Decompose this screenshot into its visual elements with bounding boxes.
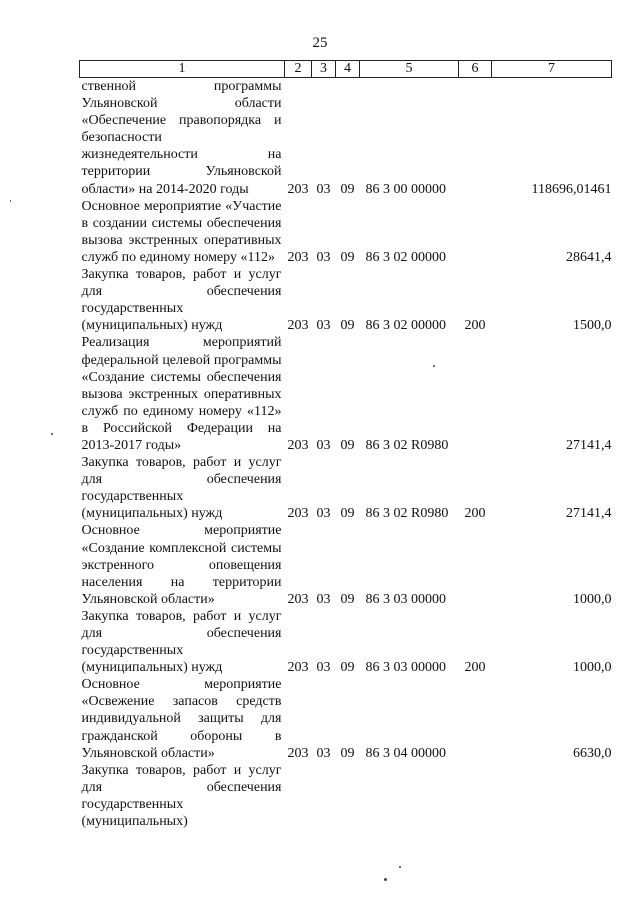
cell-expense-type: 200 xyxy=(464,660,486,676)
row-description: Закупка товаров, работ и услуг для обеспечения государственных (муниципальных) нужд xyxy=(81,608,282,676)
cell-expense-type: 200 xyxy=(464,318,486,334)
row-description: Основное мероприятие «Создание комплексной системы экстренного оповещения населения на территории Ульяновской области» xyxy=(81,523,282,607)
scan-speck xyxy=(384,878,387,881)
cell-section: 03 xyxy=(316,591,331,607)
column-header: 3 xyxy=(312,61,336,78)
cell-target-article: 86 3 03 00000 xyxy=(365,591,446,607)
cell-target-article: 86 3 02 00000 xyxy=(365,318,446,334)
budget-table xyxy=(79,60,612,830)
cell-subsection: 09 xyxy=(340,181,355,197)
row-description: Основное мероприятие «Освежение запасов средств индивидуальной защиты для гражданской обороны в Ульяновской области» xyxy=(81,677,282,761)
row-description: Реализация мероприятий федеральной целевой программы «Создание системы обеспечения вызова экстренных оперативных служб по единому номеру «112» в Российской Федерации на 2013-2017 годы» xyxy=(81,335,282,453)
cell-expense-type xyxy=(459,198,492,266)
cell-subsection: 09 xyxy=(340,437,355,453)
cell-amount: 118696,01461 xyxy=(531,181,612,197)
cell-section: 03 xyxy=(316,437,331,453)
cell-target-article: 86 3 00 00000 xyxy=(365,181,446,197)
cell-section: 03 xyxy=(316,318,331,334)
cell-ministry-code: 203 xyxy=(287,591,309,607)
cell-section: 03 xyxy=(316,660,331,676)
table-row xyxy=(80,522,612,607)
cell-ministry-code: 203 xyxy=(287,437,309,453)
cell-target-article: 86 3 02 R0980 xyxy=(365,437,449,453)
cell-amount: 28641,4 xyxy=(566,249,612,265)
cell-section xyxy=(312,762,336,830)
cell-subsection: 09 xyxy=(340,506,355,522)
cell-section: 03 xyxy=(316,181,331,197)
page-number: 25 xyxy=(312,35,328,51)
cell-amount: 6630,0 xyxy=(573,745,612,761)
cell-expense-type xyxy=(459,334,492,454)
cell-target-article: 86 3 03 00000 xyxy=(365,660,446,676)
column-header: 4 xyxy=(336,61,360,78)
cell-target-article xyxy=(360,762,459,830)
row-description: ственной программы Ульяновской области «Обеспечение правопорядка и безопасности жизнедеятельности на территории Ульяновской области» на 2014-2020 годы xyxy=(81,79,282,197)
cell-expense-type xyxy=(459,762,492,830)
cell-ministry-code: 203 xyxy=(287,181,309,197)
cell-amount xyxy=(492,762,612,830)
table-row xyxy=(80,676,612,761)
table-row xyxy=(80,608,612,676)
scan-speck xyxy=(433,365,435,367)
cell-ministry-code: 203 xyxy=(287,318,309,334)
cell-target-article: 86 3 02 00000 xyxy=(365,249,446,265)
cell-target-article: 86 3 02 R0980 xyxy=(365,506,449,522)
table-row xyxy=(80,334,612,454)
row-description: Закупка товаров, работ и услуг для обеспечения государственных (муниципальных) xyxy=(81,762,282,830)
cell-expense-type xyxy=(459,78,492,198)
cell-expense-type: 200 xyxy=(464,506,486,522)
cell-amount: 27141,4 xyxy=(566,506,612,522)
table-row xyxy=(80,266,612,334)
row-description: Закупка товаров, работ и услуг для обеспечения государственных (муниципальных) нужд xyxy=(81,267,282,334)
cell-expense-type xyxy=(459,522,492,607)
cell-subsection: 09 xyxy=(340,249,355,265)
cell-target-article: 86 3 04 00000 xyxy=(365,745,446,761)
cell-amount: 1500,0 xyxy=(573,318,612,334)
cell-section: 03 xyxy=(316,249,331,265)
cell-ministry-code xyxy=(285,762,312,830)
scan-speck xyxy=(51,433,53,435)
cell-amount: 1000,0 xyxy=(573,591,612,607)
column-header: 7 xyxy=(492,61,612,78)
scan-speck xyxy=(10,200,11,202)
cell-ministry-code: 203 xyxy=(287,745,309,761)
cell-amount: 27141,4 xyxy=(566,437,612,453)
cell-subsection: 09 xyxy=(340,318,355,334)
column-header: 1 xyxy=(80,61,285,78)
column-header: 2 xyxy=(285,61,312,78)
table-row xyxy=(80,454,612,522)
cell-section: 03 xyxy=(316,506,331,522)
cell-ministry-code: 203 xyxy=(287,506,309,522)
cell-expense-type xyxy=(459,676,492,761)
cell-amount: 1000,0 xyxy=(573,660,612,676)
cell-subsection xyxy=(336,762,360,830)
column-header: 6 xyxy=(459,61,492,78)
cell-ministry-code: 203 xyxy=(287,660,309,676)
scan-speck xyxy=(399,866,401,868)
row-description: Основное мероприятие «Участие в создании системы обеспечения вызова экстренных оперативных служб по единому номеру «112» xyxy=(81,198,282,265)
cell-subsection: 09 xyxy=(340,591,355,607)
column-header: 5 xyxy=(360,61,459,78)
cell-section: 03 xyxy=(316,745,331,761)
table-row xyxy=(80,78,612,198)
table-header-row xyxy=(80,61,612,78)
row-description: Закупка товаров, работ и услуг для обеспечения государственных (муниципальных) нужд xyxy=(81,455,282,522)
cell-subsection: 09 xyxy=(340,660,355,676)
table-row xyxy=(80,762,612,830)
cell-ministry-code: 203 xyxy=(287,249,309,265)
table-row xyxy=(80,198,612,266)
cell-subsection: 09 xyxy=(340,745,355,761)
